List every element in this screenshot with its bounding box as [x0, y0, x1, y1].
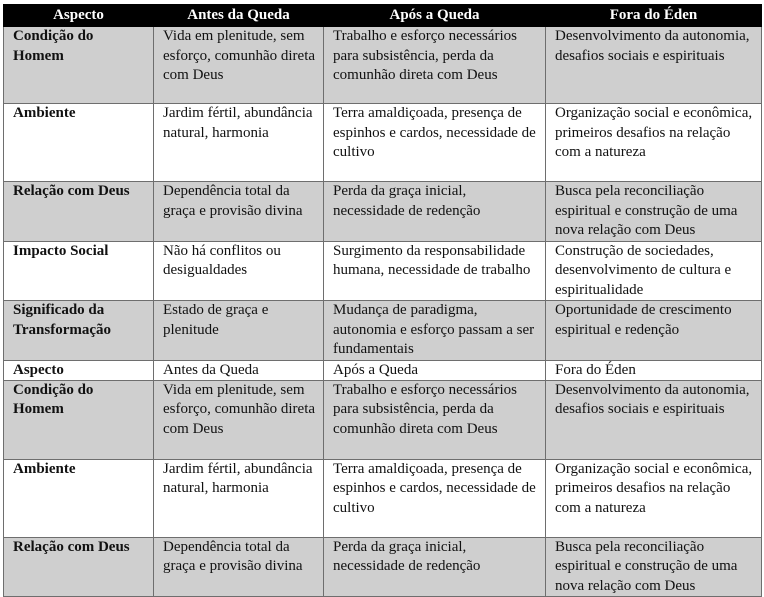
outside-cell: Desenvolvimento da autonomia, desafios sociais e espirituais: [546, 380, 762, 459]
before-cell: Jardim fértil, abundância natural, harmonia: [154, 459, 324, 537]
after-cell: Terra amaldiçoada, presença de espinhos e cardos, necessidade de cultivo: [324, 459, 546, 537]
header-apos-a-queda: Após a Queda: [324, 5, 546, 27]
header-fora-do-eden: Fora do Éden: [546, 5, 762, 27]
aspect-cell: Aspecto: [4, 360, 154, 380]
outside-cell: Busca pela reconciliação espiritual e construção de uma nova relação com Deus: [546, 537, 762, 597]
outside-cell: Organização social e econômica, primeiros desafios na relação com a natureza: [546, 459, 762, 537]
after-cell: Após a Queda: [324, 360, 546, 380]
outside-cell: Construção de sociedades, desenvolvimento de cultura e espiritualidade: [546, 241, 762, 301]
table-row: [4, 241, 762, 301]
outside-cell: Oportunidade de crescimento espiritual e redenção: [546, 301, 762, 361]
table-row: [4, 301, 762, 361]
before-cell: Dependência total da graça e provisão divina: [154, 537, 324, 597]
aspect-cell: Relação com Deus: [4, 182, 154, 242]
before-cell: Estado de graça e plenitude: [154, 301, 324, 361]
after-cell: Perda da graça inicial, necessidade de redenção: [324, 182, 546, 242]
comparison-table: [3, 4, 762, 597]
table-row: [4, 537, 762, 597]
header-antes-da-queda: Antes da Queda: [154, 5, 324, 27]
aspect-cell: Condição do Homem: [4, 27, 154, 104]
outside-cell: Organização social e econômica, primeiros desafios na relação com a natureza: [546, 104, 762, 182]
before-cell: Não há conflitos ou desigualdades: [154, 241, 324, 301]
table-row: [4, 182, 762, 242]
after-cell: Trabalho e esforço necessários para subsistência, perda da comunhão direta com Deus: [324, 27, 546, 104]
after-cell: Surgimento da responsabilidade humana, necessidade de trabalho: [324, 241, 546, 301]
before-cell: Jardim fértil, abundância natural, harmonia: [154, 104, 324, 182]
before-cell: Dependência total da graça e provisão divina: [154, 182, 324, 242]
after-cell: Terra amaldiçoada, presença de espinhos e cardos, necessidade de cultivo: [324, 104, 546, 182]
before-cell: Antes da Queda: [154, 360, 324, 380]
outside-cell: Fora do Éden: [546, 360, 762, 380]
outside-cell: Desenvolvimento da autonomia, desafios sociais e espirituais: [546, 27, 762, 104]
aspect-cell: Relação com Deus: [4, 537, 154, 597]
aspect-cell: Impacto Social: [4, 241, 154, 301]
aspect-cell: Ambiente: [4, 459, 154, 537]
after-cell: Mudança de paradigma, autonomia e esforço passam a ser fundamentais: [324, 301, 546, 361]
table-row: [4, 380, 762, 459]
aspect-cell: Significado da Transformação: [4, 301, 154, 361]
before-cell: Vida em plenitude, sem esforço, comunhão direta com Deus: [154, 27, 324, 104]
outside-cell: Busca pela reconciliação espiritual e construção de uma nova relação com Deus: [546, 182, 762, 242]
table-row: [4, 459, 762, 537]
aspect-cell: Condição do Homem: [4, 380, 154, 459]
before-cell: Vida em plenitude, sem esforço, comunhão direta com Deus: [154, 380, 324, 459]
after-cell: Perda da graça inicial, necessidade de redenção: [324, 537, 546, 597]
header-row: [4, 5, 762, 27]
aspect-cell: Ambiente: [4, 104, 154, 182]
table-row: [4, 104, 762, 182]
table-row: [4, 27, 762, 104]
after-cell: Trabalho e esforço necessários para subsistência, perda da comunhão direta com Deus: [324, 380, 546, 459]
header-aspecto: Aspecto: [4, 5, 154, 27]
table-row-repeated-header: [4, 360, 762, 380]
